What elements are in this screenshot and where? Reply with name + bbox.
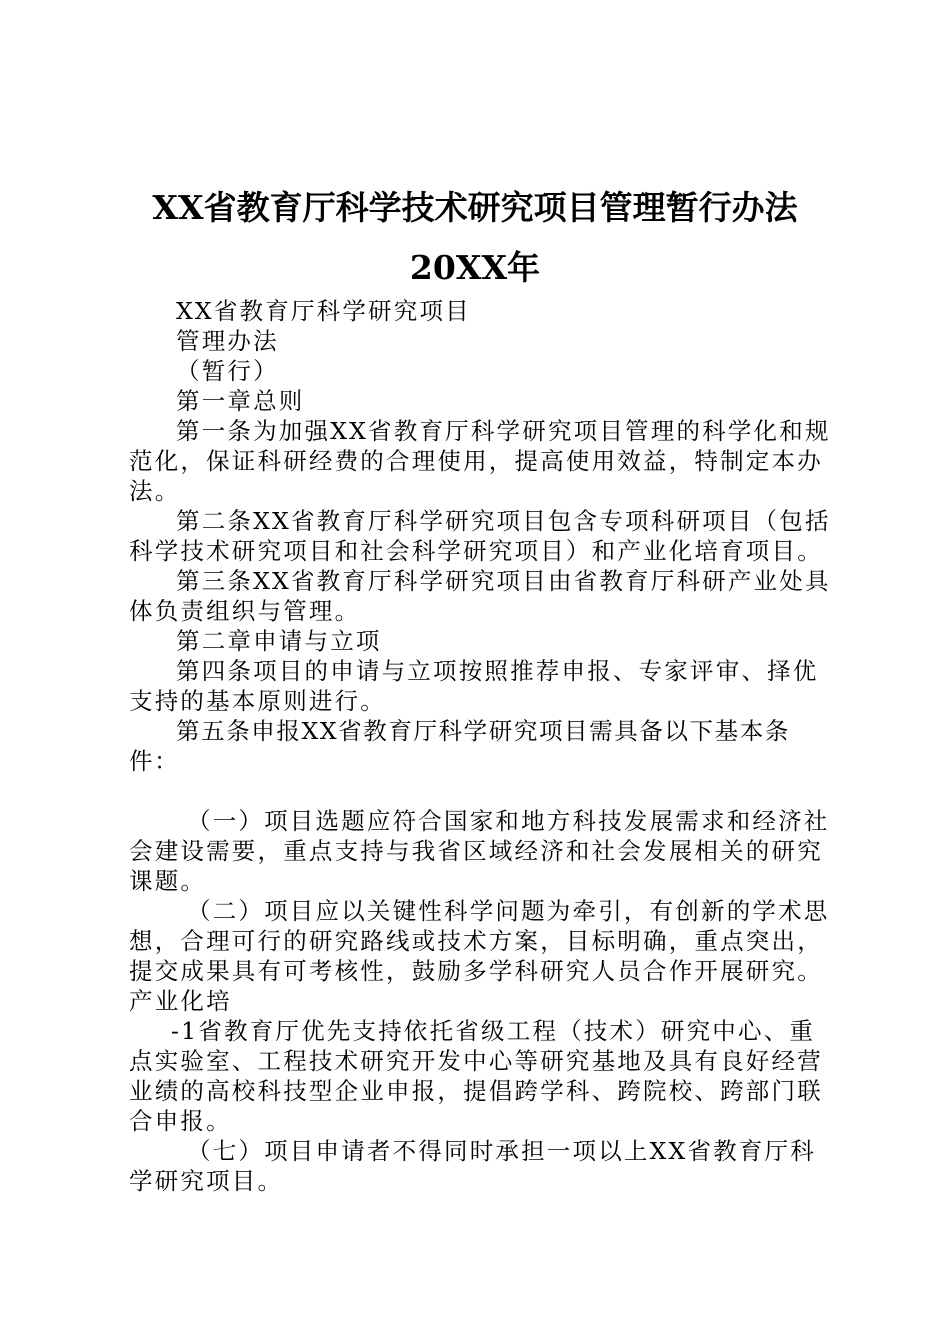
paragraph-heading-3: （暂行） <box>176 357 279 385</box>
document-year: 20XX年 <box>409 248 541 287</box>
chapter-1-heading: 第一章总则 <box>176 387 305 415</box>
article-5: 第五条申报XX省教育厅科学研究项目需具备以下基本条件： <box>129 717 790 775</box>
document-title: XX省教育厅科学技术研究项目管理暂行办法 <box>152 188 798 227</box>
chapter-2-heading: 第二章申请与立项 <box>176 627 382 655</box>
paragraph-heading-1: XX省教育厅科学研究项目 <box>176 297 471 325</box>
support-priority: -1省教育厅优先支持依托省级工程（技术）研究中心、重点实验室、工程技术研究开发中心等研究基地及具有良好经营业绩的高校科技型企业申报，提倡跨学科、跨院校、跨部门联合申报。 <box>129 1017 823 1135</box>
condition-1: （一）项目选题应符合国家和地方科技发展需求和经济社会建设需要，重点支持与我省区域经济和社会发展相关的研究课题。 <box>129 807 830 895</box>
article-1: 第一条为加强XX省教育厅科学研究项目管理的科学化和规范化，保证科研经费的合理使用，提高使用效益，特制定本办法。 <box>129 417 831 505</box>
condition-7: （七）项目申请者不得同时承担一项以上XX省教育厅科学研究项目。 <box>129 1137 816 1195</box>
document-body <box>129 296 834 1196</box>
article-4: 第四条项目的申请与立项按照推荐申报、专家评审、择优支持的基本原则进行。 <box>129 657 819 715</box>
article-3: 第三条XX省教育厅科学研究项目由省教育厅科研产业处具体负责组织与管理。 <box>129 567 831 625</box>
condition-2: （二）项目应以关键性科学问题为牵引，有创新的学术思想，合理可行的研究路线或技术方案，目标明确，重点突出，提交成果具有可考核性，鼓励多学科研究人员合作开展研究。 <box>129 897 830 985</box>
article-2: 第二条XX省教育厅科学研究项目包含专项科研项目（包括科学技术研究项目和社会科学研究项目）和产业化培育项目。 <box>129 507 831 565</box>
fragment-line: 产业化培 <box>129 987 232 1015</box>
paragraph-heading-2: 管理办法 <box>176 327 279 355</box>
